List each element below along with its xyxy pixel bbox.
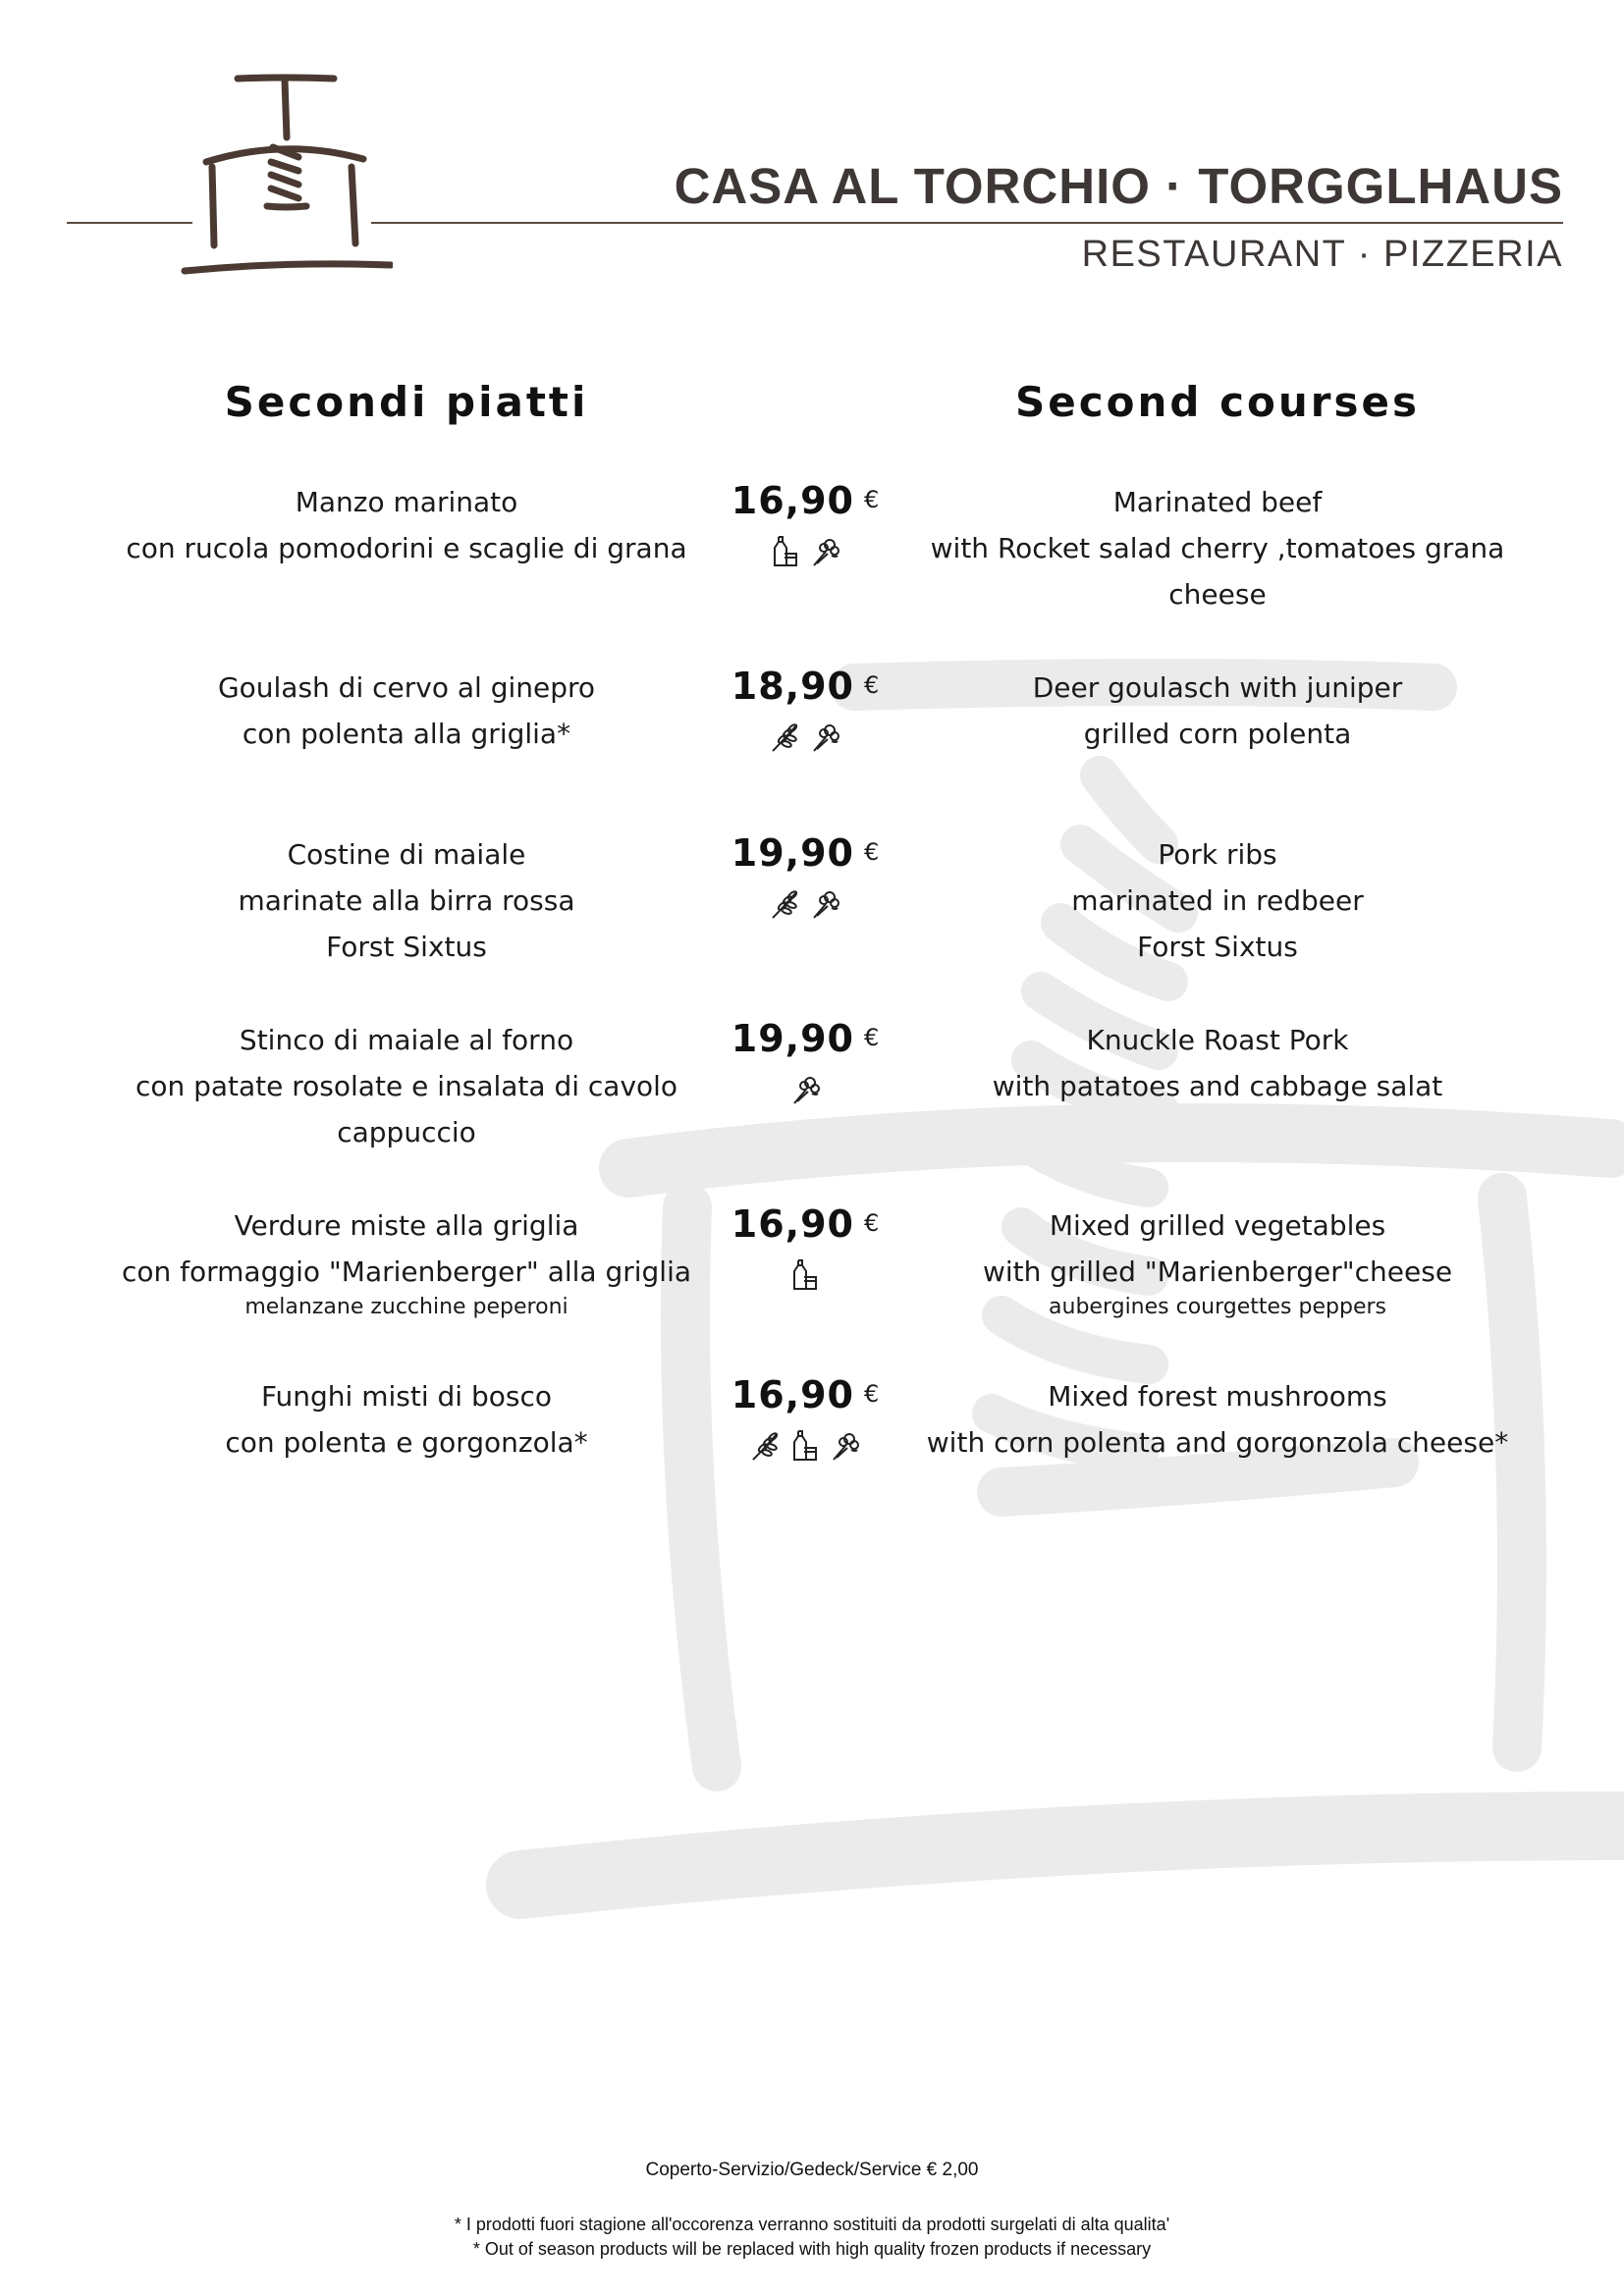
item-english: Deer goulasch with juniper grilled corn polenta bbox=[1032, 671, 1403, 750]
milk-icon bbox=[788, 1257, 822, 1297]
item-english: Knuckle Roast Pork with patatoes and cabbage salat bbox=[992, 1024, 1443, 1102]
allergen-icons bbox=[727, 1428, 884, 1468]
currency-symbol: € bbox=[863, 838, 880, 866]
header-rule-left bbox=[67, 222, 192, 224]
gluten-icon bbox=[749, 1428, 783, 1468]
currency-symbol: € bbox=[863, 671, 880, 699]
celery-icon bbox=[788, 1072, 822, 1111]
item-english-note: aubergines courgettes peppers bbox=[1049, 1295, 1386, 1319]
item-italian-note: melanzane zucchine peperoni bbox=[244, 1295, 568, 1319]
note-english: * Out of season products will be replaced with high quality frozen products if necessary bbox=[472, 2239, 1152, 2259]
item-price-block bbox=[727, 665, 884, 759]
item-italian: Stinco di maiale al forno con patate rosolate e insalata di cavolo cappuccio bbox=[135, 1024, 678, 1148]
item-english: Mixed forest mushrooms with corn polenta and gorgonzola cheese* bbox=[926, 1380, 1509, 1459]
celery-icon bbox=[808, 534, 841, 573]
item-price-block bbox=[727, 1017, 884, 1111]
item-price: 16,90 bbox=[731, 1373, 854, 1416]
celery-icon bbox=[828, 1428, 861, 1468]
frozen-products-note bbox=[0, 2213, 1624, 2262]
gluten-icon bbox=[769, 720, 802, 759]
item-italian: Goulash di cervo al ginepro con polenta alla griglia* bbox=[217, 671, 596, 750]
item-price-block bbox=[727, 1373, 884, 1468]
item-italian: Manzo marinato con rucola pomodorini e scaglie di grana bbox=[126, 486, 687, 564]
allergen-icons bbox=[727, 534, 884, 573]
house-press-logo bbox=[177, 69, 393, 285]
celery-icon bbox=[808, 886, 841, 926]
allergen-icons bbox=[727, 1257, 884, 1297]
allergen-icons bbox=[727, 720, 884, 759]
note-italian: * I prodotti fuori stagione all'occorenza verranno sostituiti da prodotti surgelati di alta qualita' bbox=[454, 2215, 1170, 2234]
restaurant-type: RESTAURANT · PIZZERIA bbox=[1081, 234, 1563, 275]
gluten-icon bbox=[769, 886, 802, 926]
heading-italian: Secondi piatti bbox=[224, 378, 589, 426]
item-price-block bbox=[727, 831, 884, 926]
item-italian: Verdure miste alla griglia con formaggio "Marienberger" alla griglia melanzane zucchine peperoni bbox=[92, 1202, 721, 1320]
service-charge: Coperto-Servizio/Gedeck/Service € 2,00 bbox=[645, 2160, 979, 2180]
heading-english: Second courses bbox=[1015, 378, 1420, 426]
allergen-icons bbox=[727, 886, 884, 926]
item-english: Mixed grilled vegetables with grilled "Marienberger"cheese aubergines courgettes peppers bbox=[903, 1202, 1532, 1320]
item-price-block bbox=[727, 479, 884, 573]
currency-symbol: € bbox=[863, 1380, 880, 1408]
item-italian: Costine di maiale marinate alla birra rossa Forst Sixtus bbox=[238, 838, 575, 963]
item-english: Marinated beef with Rocket salad cherry ,tomatoes grana cheese bbox=[930, 486, 1505, 611]
milk-icon bbox=[769, 534, 802, 573]
item-price: 19,90 bbox=[731, 831, 854, 875]
item-price: 16,90 bbox=[731, 1202, 854, 1246]
item-english: Pork ribs marinated in redbeer Forst Sixtus bbox=[1071, 838, 1364, 963]
header-rule-right bbox=[371, 222, 1563, 224]
item-price: 19,90 bbox=[731, 1017, 854, 1060]
currency-symbol: € bbox=[863, 1024, 880, 1051]
milk-icon bbox=[788, 1428, 822, 1468]
item-price: 18,90 bbox=[731, 665, 854, 708]
restaurant-name: CASA AL TORCHIO · TORGGLHAUS bbox=[674, 158, 1563, 214]
currency-symbol: € bbox=[863, 1209, 880, 1237]
celery-icon bbox=[808, 720, 841, 759]
allergen-icons bbox=[727, 1072, 884, 1111]
item-price-block bbox=[727, 1202, 884, 1297]
item-italian: Funghi misti di bosco con polenta e gorgonzola* bbox=[225, 1380, 588, 1459]
currency-symbol: € bbox=[863, 486, 880, 513]
item-price: 16,90 bbox=[731, 479, 854, 522]
